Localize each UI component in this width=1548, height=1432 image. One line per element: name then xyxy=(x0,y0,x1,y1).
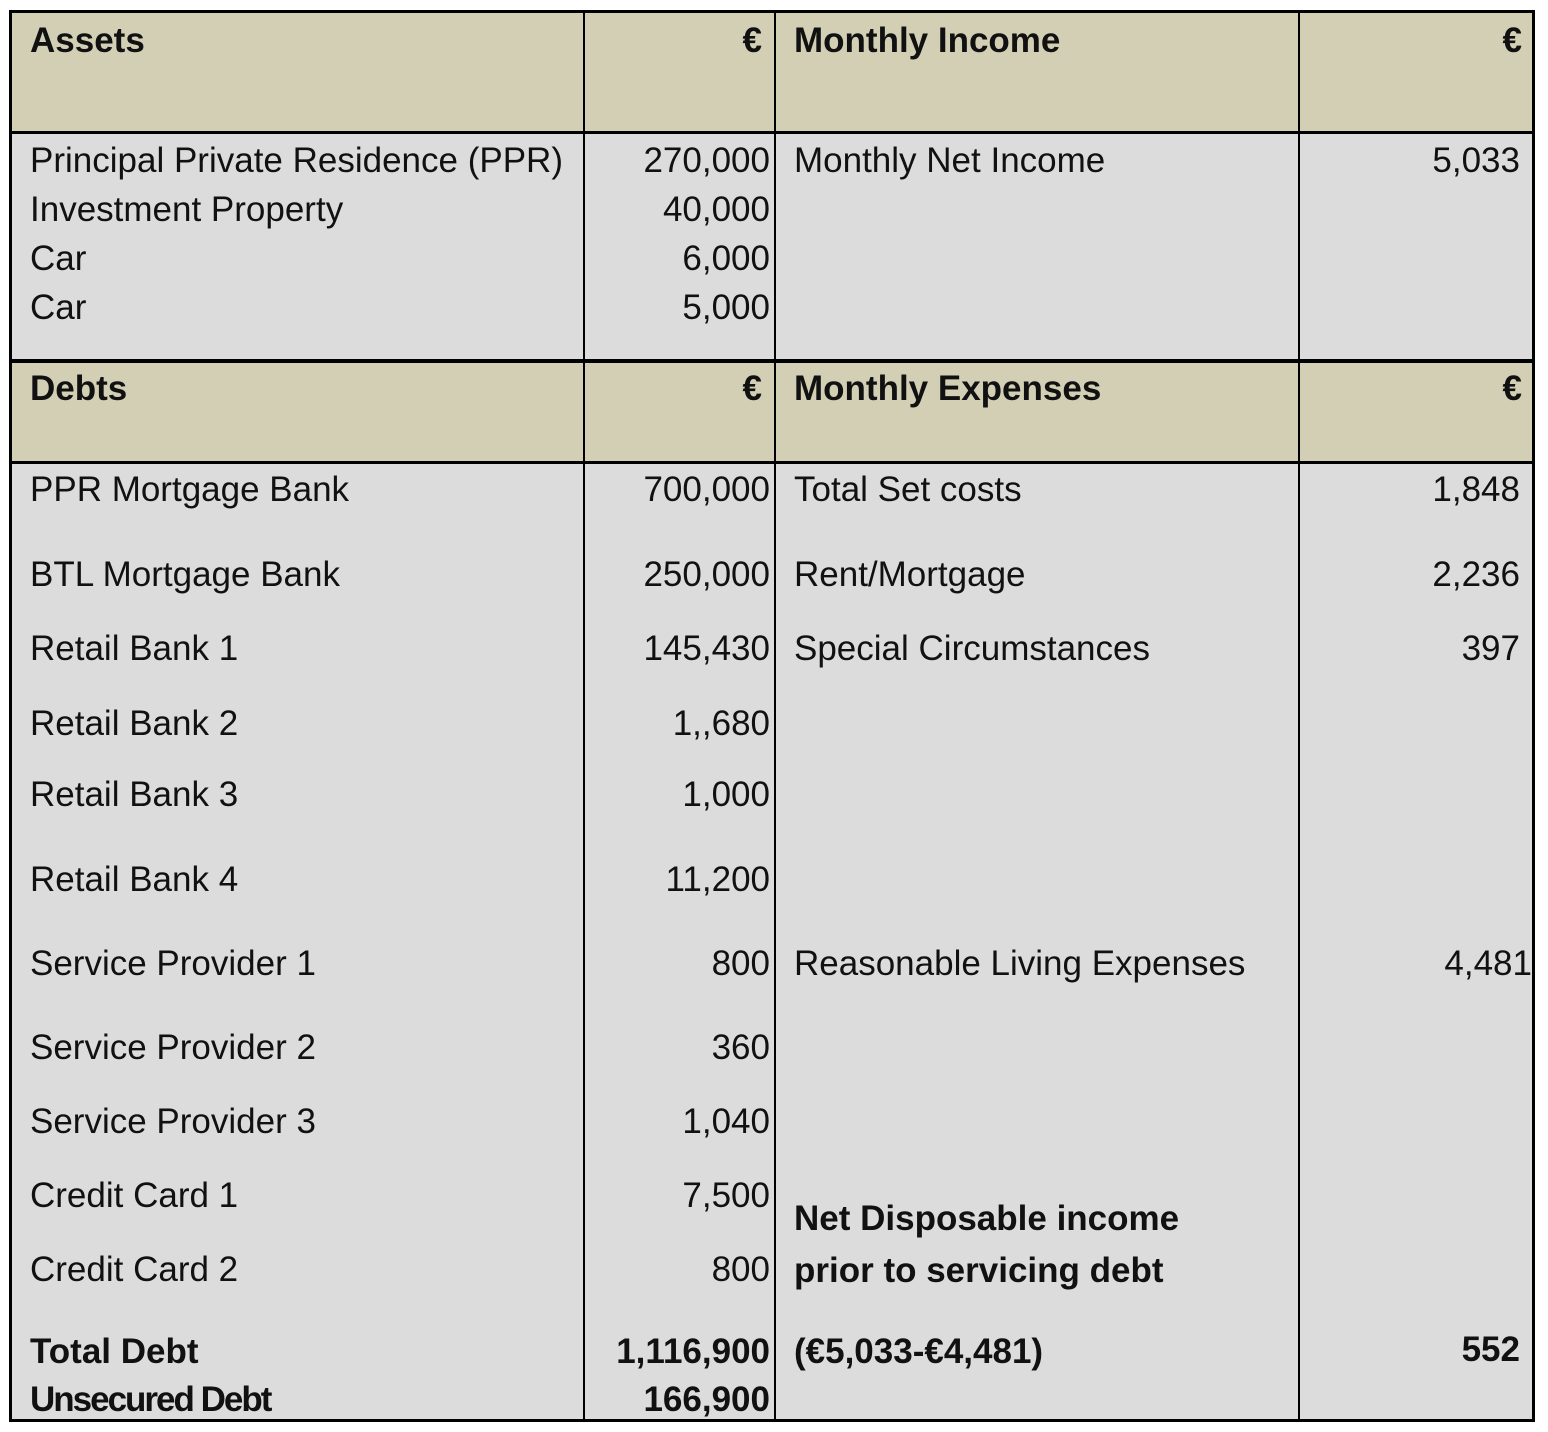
divider xyxy=(774,13,776,1419)
income-value: 5,033 xyxy=(1432,141,1520,180)
asset-value: 5,000 xyxy=(682,288,770,327)
expense-label: Special Circumstances xyxy=(794,629,1150,668)
expenses-currency: € xyxy=(1502,369,1522,408)
debt-label: Retail Bank 1 xyxy=(30,629,239,668)
expense-value: 1,848 xyxy=(1432,470,1520,509)
debt-label: Retail Bank 4 xyxy=(30,860,239,899)
asset-label: Car xyxy=(30,239,87,278)
divider xyxy=(1298,13,1300,1419)
divider xyxy=(583,13,585,1419)
expense-label: Total Set costs xyxy=(794,470,1022,509)
net-disposable-line1: Net Disposable income xyxy=(794,1199,1180,1238)
asset-label: Investment Property xyxy=(30,190,344,229)
debt-label: PPR Mortgage Bank xyxy=(30,470,350,509)
debt-label: Retail Bank 3 xyxy=(30,775,239,814)
expense-label: Rent/Mortgage xyxy=(794,555,1026,594)
income-currency: € xyxy=(1502,21,1522,60)
divider xyxy=(12,461,1532,464)
asset-value: 270,000 xyxy=(643,141,770,180)
debts-header: Debts xyxy=(30,369,128,408)
expense-label: Reasonable Living Expenses xyxy=(794,944,1246,983)
net-disposable-line2: prior to servicing debt xyxy=(794,1251,1164,1290)
net-disposable-formula: (€5,033-€4,481) xyxy=(794,1332,1044,1371)
expenses-header: Monthly Expenses xyxy=(794,369,1102,408)
debt-value: 800 xyxy=(711,944,770,983)
financial-statement-table xyxy=(9,10,1535,1422)
debt-value: 7,500 xyxy=(682,1176,770,1215)
debt-label: Service Provider 1 xyxy=(30,944,316,983)
expense-value: 4,481 xyxy=(1444,944,1532,983)
debt-value: 145,430 xyxy=(643,629,770,668)
debt-label: Service Provider 2 xyxy=(30,1028,316,1067)
debt-label: Credit Card 2 xyxy=(30,1250,239,1289)
debt-label: Retail Bank 2 xyxy=(30,704,239,743)
unsecured-debt-label: Unsecured Debt xyxy=(30,1380,271,1419)
total-debt-label: Total Debt xyxy=(30,1332,199,1371)
debt-label: Credit Card 1 xyxy=(30,1176,239,1215)
income-label: Monthly Net Income xyxy=(794,141,1106,180)
asset-label: Principal Private Residence (PPR) xyxy=(30,141,563,180)
expense-value: 2,236 xyxy=(1432,555,1520,594)
assets-income-header-band xyxy=(12,13,1532,131)
debt-value: 11,200 xyxy=(665,860,770,899)
debt-value: 800 xyxy=(711,1250,770,1289)
asset-label: Car xyxy=(30,288,87,327)
debt-value: 1,,680 xyxy=(672,704,770,743)
divider xyxy=(12,131,1532,134)
debt-value: 1,000 xyxy=(682,775,770,814)
debt-value: 700,000 xyxy=(643,470,770,509)
debt-value: 250,000 xyxy=(643,555,770,594)
debt-value: 1,040 xyxy=(682,1102,770,1141)
asset-value: 6,000 xyxy=(682,239,770,278)
assets-currency: € xyxy=(742,21,762,60)
divider xyxy=(12,359,1532,363)
total-debt-value: 1,116,900 xyxy=(616,1332,770,1371)
asset-value: 40,000 xyxy=(662,190,770,229)
unsecured-debt-value: 166,900 xyxy=(643,1380,770,1419)
income-header: Monthly Income xyxy=(794,21,1061,60)
assets-header: Assets xyxy=(30,21,145,60)
debt-value: 360 xyxy=(711,1028,770,1067)
expense-value: 397 xyxy=(1461,629,1520,668)
debts-expenses-header-band xyxy=(12,363,1532,461)
net-disposable-value: 552 xyxy=(1461,1330,1520,1369)
debt-label: Service Provider 3 xyxy=(30,1102,316,1141)
debt-label: BTL Mortgage Bank xyxy=(30,555,340,594)
debts-currency: € xyxy=(742,369,762,408)
